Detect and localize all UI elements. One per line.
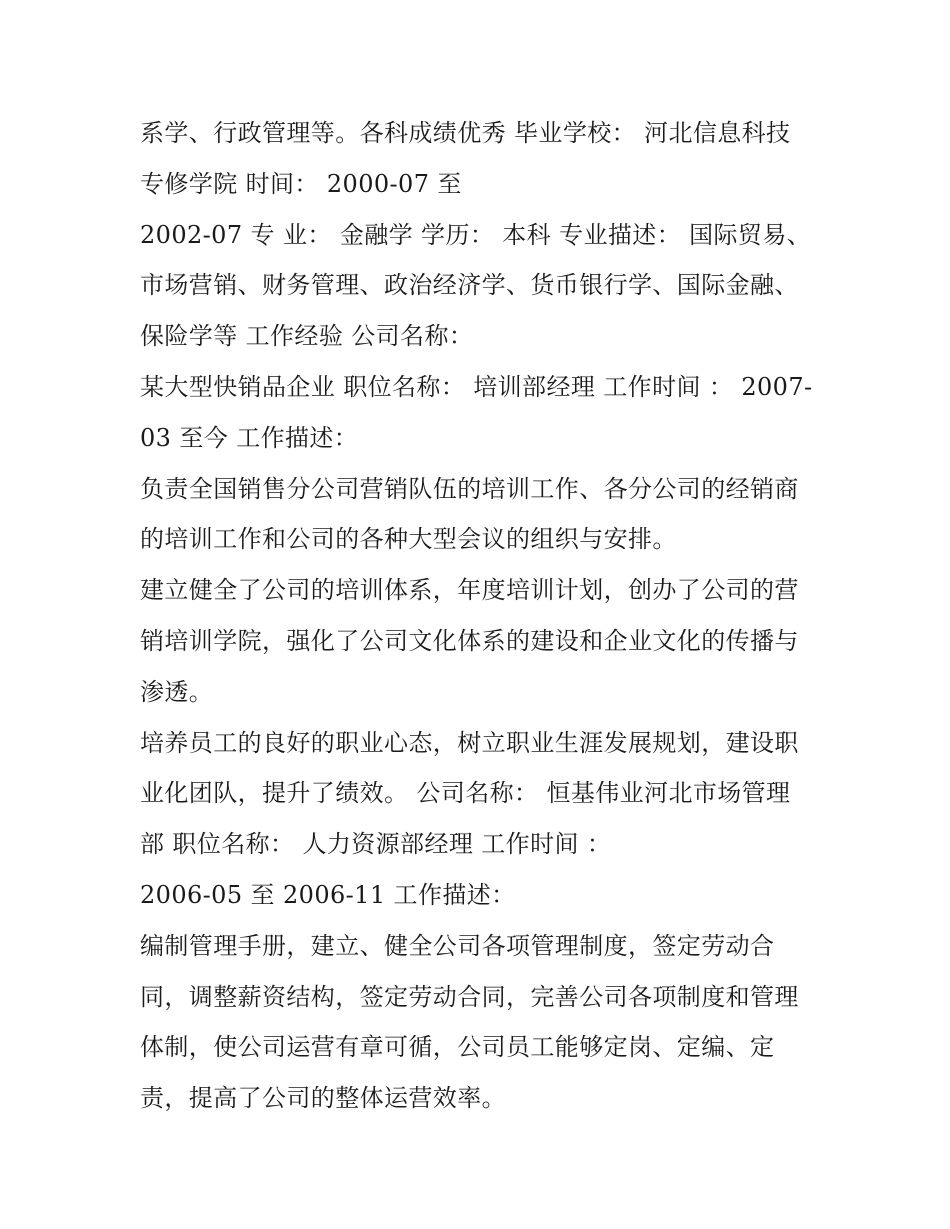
text-line: 某大型快销品企业 职位名称： 培训部经理 工作时间 ： 2007-: [140, 372, 813, 401]
text-line: 专修学院 时间： 2000-07 至: [140, 169, 462, 198]
text-line: 培养员工的良好的职业心态，树立职业生涯发展规划，建设职: [140, 728, 799, 757]
text-line: 销培训学院，强化了公司文化体系的建设和企业文化的传播与: [140, 626, 799, 655]
text-line: 的培训工作和公司的各种大型会议的组织与安排。: [140, 525, 677, 554]
resume-text-block: [140, 108, 820, 1124]
text-line: 2006-05 至 2006-11 工作描述：: [140, 880, 516, 909]
text-line: 03 至今 工作描述：: [140, 423, 359, 452]
text-line: 业化团队，提升了绩效。 公司名称： 恒基伟业河北市场管理: [140, 779, 791, 808]
text-line: 渗透。: [140, 677, 214, 706]
text-line: 责，提高了公司的整体运营效率。: [140, 1084, 506, 1113]
text-line: 市场营销、财务管理、政治经济学、货币银行学、国际金融、: [140, 271, 799, 300]
text-line: 负责全国销售分公司营销队伍的培训工作、各分公司的经销商: [140, 474, 799, 503]
text-line: 体制，使公司运营有章可循，公司员工能够定岗、定编、定: [140, 1033, 775, 1062]
text-line: 系学、行政管理等。各科成绩优秀 毕业学校： 河北信息科技: [140, 119, 791, 147]
text-line: 编制管理手册，建立、健全公司各项管理制度，签定劳动合: [140, 931, 775, 960]
text-line: 建立健全了公司的培训体系，年度培训计划，创办了公司的营: [140, 576, 799, 605]
text-line: 保险学等 工作经验 公司名称：: [140, 322, 474, 351]
text-line: 同，调整薪资结构，签定劳动合同，完善公司各项制度和管理: [140, 982, 799, 1011]
text-line: 部 职位名称： 人力资源部经理 工作时间 ：: [140, 830, 612, 859]
text-line: 2002-07 专 业： 金融学 学历： 本科 专业描述： 国际贸易、: [140, 220, 812, 249]
